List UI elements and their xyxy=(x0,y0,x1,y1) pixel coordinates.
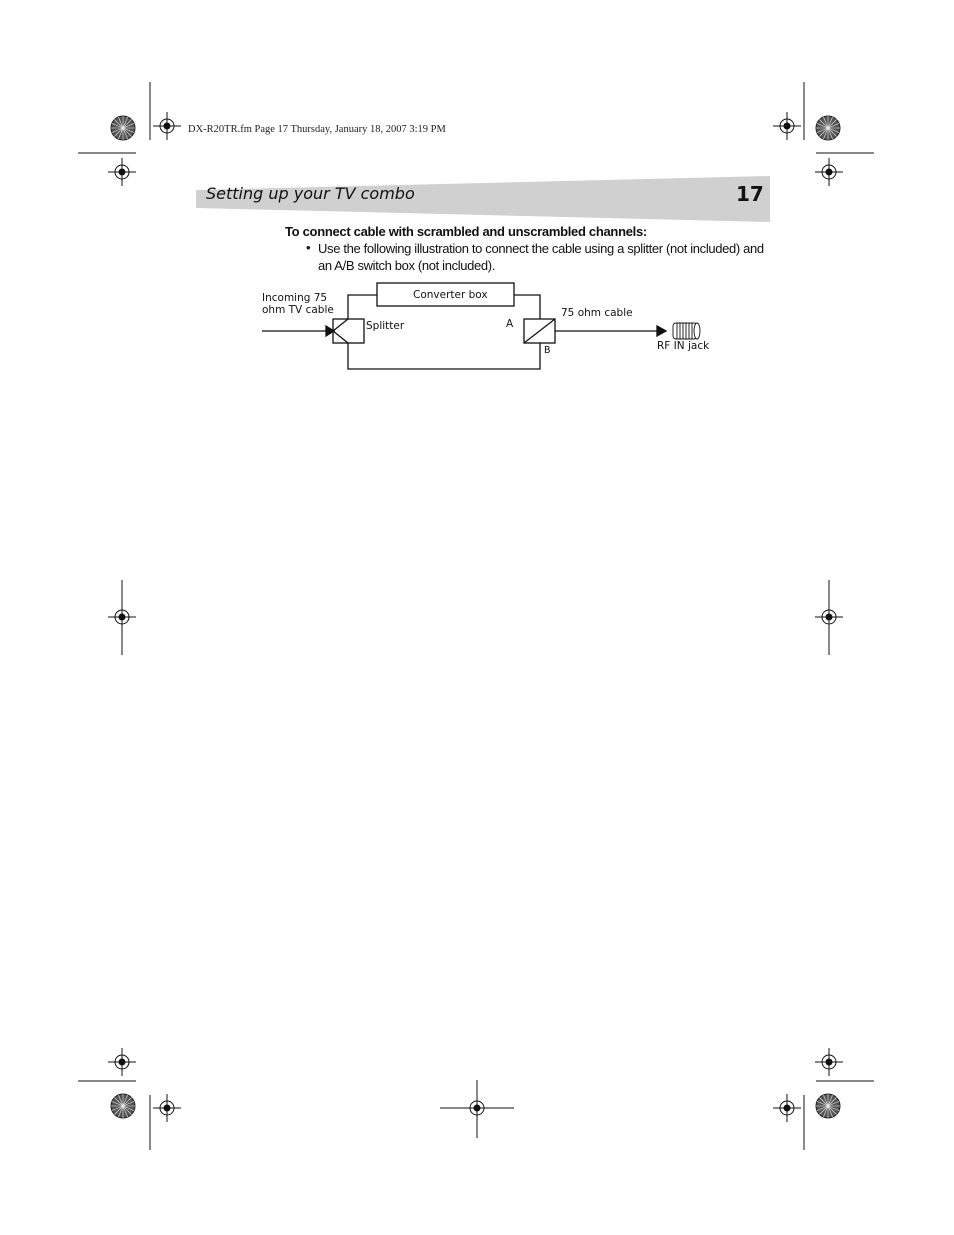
incoming-cable-label-1: Incoming 75 xyxy=(262,292,328,304)
port-b-label: B xyxy=(544,345,551,356)
bullet-marker: • xyxy=(306,240,311,255)
bottom-right-marks xyxy=(773,1048,874,1150)
splitter-label: Splitter xyxy=(366,320,405,332)
output-arrow xyxy=(657,326,666,336)
middle-marks xyxy=(108,580,843,655)
rf-in-jack-icon xyxy=(673,323,700,339)
bottom-left-marks xyxy=(78,1048,181,1150)
cable-75-label: 75 ohm cable xyxy=(561,307,633,319)
page-number: 17 xyxy=(736,182,764,206)
procedure-title: To connect cable with scrambled and unscrambled channels: xyxy=(285,224,647,239)
connection-diagram xyxy=(0,0,954,400)
converter-box-label: Converter box xyxy=(413,289,488,301)
bottom-center-marks xyxy=(440,1080,514,1138)
file-slug: DX-R20TR.fm Page 17 Thursday, January 18, 2007 3:19 PM xyxy=(188,124,446,135)
incoming-cable-label-2: ohm TV cable xyxy=(262,304,334,316)
bullet-text: Use the following illustration to connect the cable using a splitter (not included) and an A/B switch box (not included). xyxy=(318,241,764,273)
splitter-box xyxy=(333,319,364,343)
port-a-label: A xyxy=(506,318,514,330)
rf-in-jack-label: RF IN jack xyxy=(657,340,710,352)
header-title: Setting up your TV combo xyxy=(206,184,415,203)
